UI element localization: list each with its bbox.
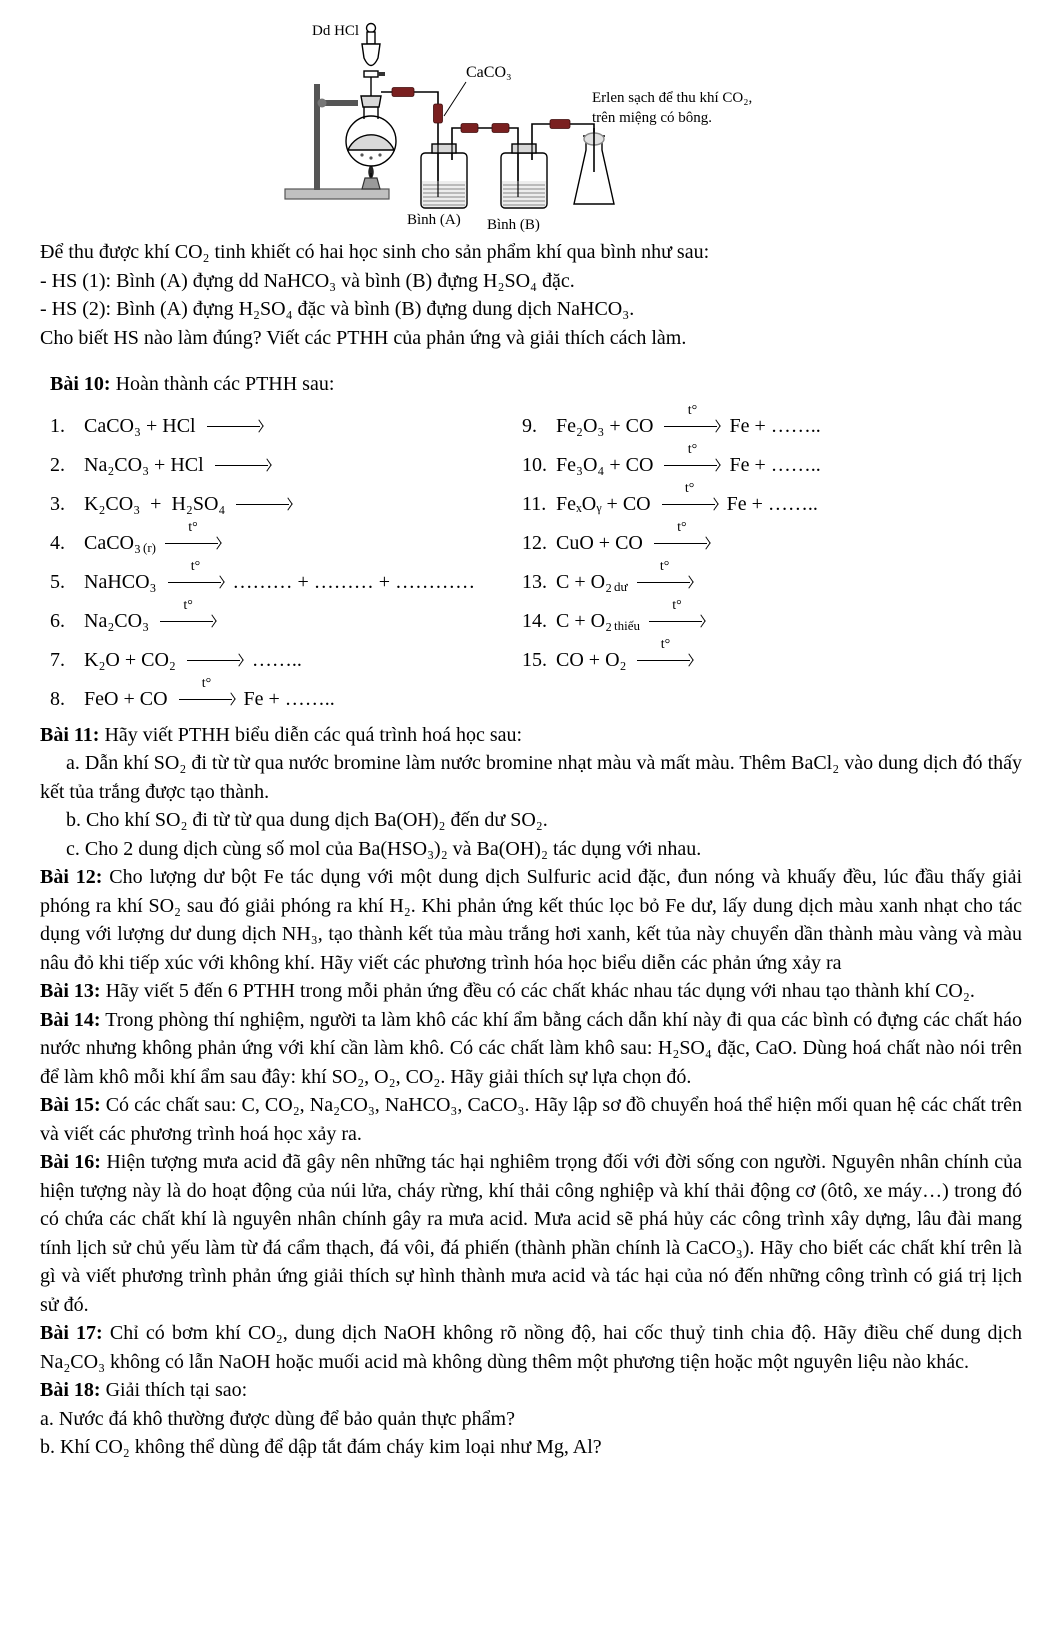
section-bai-16 [40, 1148, 1022, 1319]
arrow-head [696, 614, 705, 627]
equation-row-15 [512, 637, 1022, 680]
section-item-a: a. Nước đá khô thường được dùng để bảo quản thực phẩm? [40, 1407, 515, 1430]
eq-rhs: Fe + …….. [729, 414, 821, 437]
arrow-shaft [664, 465, 717, 466]
arrow-head [234, 653, 243, 666]
arrow-condition: t° [190, 559, 201, 574]
reaction-arrow [637, 559, 693, 591]
section-text: Hãy viết 5 đến 6 PTHH trong mỗi phản ứng đều có các chất khác nhau tác dụng với nhau tạo thành khí CO₂. [100, 980, 975, 1002]
eq-number: 9. [522, 414, 537, 437]
arrow-head [701, 536, 710, 549]
arrow-shaft [179, 699, 232, 700]
section-text: Có các chất sau: C, CO₂, Na₂CO₃, NaHCO₃, CaCO₃. Hãy lập sơ đồ chuyển hoá thể hiện mối quan hệ các chất trên và viết các phương trình hoá học xảy ra. [40, 1094, 1022, 1145]
equation-row-2 [40, 446, 512, 485]
equation-row-10 [512, 442, 1022, 485]
reaction-arrow [662, 481, 718, 513]
eq-lhs: CuO + CO [556, 531, 643, 554]
eq-lhs: C + O₂ [556, 570, 613, 593]
intro-line-1: Để thu được khí CO₂ tinh khiết có hai học sinh cho sản phẩm khí qua bình như sau: [40, 241, 710, 263]
label-caco3: CaCO₃ [466, 64, 512, 81]
intro-block [0, 236, 1062, 352]
section-item-b: b. Cho khí SO₂ đi từ từ qua dung dịch Ba(OH)₂ đến dư SO₂. [66, 809, 548, 831]
arrow-head [215, 575, 224, 588]
eq-number: 3. [50, 492, 65, 515]
rubber-connectors [392, 88, 570, 133]
arrow-head [712, 419, 721, 432]
eq-number: 6. [50, 609, 65, 632]
arrow-shaft [187, 660, 240, 661]
arrow-condition: t° [188, 520, 198, 535]
section-bai-15 [40, 1091, 1022, 1148]
eq-number: 15. [522, 648, 547, 671]
equation-column-right [512, 403, 1022, 719]
section-label: Bài 12: [40, 866, 103, 888]
eq-number: 1. [50, 414, 65, 437]
eq-lhs: CaCO₃ + HCl [84, 414, 196, 437]
section-text: Chỉ có bơm khí CO₂, dung dịch NaOH không rõ nồng độ, hai cốc thuỷ tinh chia độ. Hãy điều chế dung dịch Na₂CO₃ không có lẫn NaOH hoặc muối acid mà không dùng thêm một phương tiện hoặc một nguyên liệu nào khác. [40, 1322, 1022, 1373]
section-text: Hãy viết PTHH biểu diễn các quá trình hoá học sau: [99, 723, 523, 746]
reaction-arrow [179, 676, 235, 708]
arrow-condition: t° [660, 637, 671, 652]
equation-row-3 [40, 485, 512, 524]
equation-row-8 [40, 676, 512, 719]
reaction-arrow [165, 520, 221, 552]
arrow-head [709, 497, 718, 510]
section-body [40, 1006, 1022, 1092]
reaction-arrow [664, 403, 720, 435]
equation-row-14 [512, 598, 1022, 641]
section-label: Bài 14: [40, 1008, 101, 1031]
equation-row-4 [40, 520, 512, 563]
equation-row-7 [40, 641, 512, 680]
eq-rhs: …….. [251, 648, 302, 671]
arrow-head [685, 653, 694, 666]
eq-subnote: (r) [142, 539, 156, 555]
arrow-condition: t° [201, 676, 212, 691]
section-body [40, 863, 1022, 977]
eq-lhs: Fe₂O₃ + CO [556, 414, 654, 437]
arrow-shaft [664, 426, 717, 427]
arrow-head [212, 536, 221, 549]
arrow-head [262, 458, 271, 471]
reaction-arrow [649, 598, 705, 630]
arrow-condition: t° [677, 520, 687, 535]
round-flask [346, 96, 396, 166]
reaction-arrow [160, 598, 216, 630]
equation-row-9 [512, 403, 1022, 446]
bai10-title-text: Hoàn thành các PTHH sau: [110, 373, 335, 395]
section-heading [40, 1376, 1022, 1405]
eq-lhs: NaHCO₃ [84, 570, 157, 593]
reaction-arrow [168, 559, 224, 591]
arrow-shaft [215, 465, 268, 466]
section-bai-11 [40, 721, 1022, 864]
apparatus-diagram [0, 0, 1062, 236]
section-bai-18 [40, 1376, 1022, 1462]
erlenmeyer-flask [574, 128, 614, 204]
eq-lhs: Na₂CO₃ [84, 609, 150, 632]
reaction-arrow [654, 520, 710, 552]
arrow-head [254, 419, 263, 432]
section-bai-17 [40, 1319, 1022, 1376]
arrow-shaft [637, 660, 690, 661]
eq-number: 14. [522, 609, 547, 632]
section-text: Giải thích tại sao: [100, 1379, 248, 1401]
label-erlen-note-line1: Erlen sạch để thu khí CO₂, [592, 90, 753, 106]
arrow-shaft [168, 582, 221, 583]
equation-row-5 [40, 559, 512, 602]
equation-grid [0, 403, 1062, 719]
eq-subnote: thiếu [614, 617, 641, 633]
arrow-condition: t° [659, 559, 670, 574]
section-item-b: b. Khí CO₂ không thể dùng để dập tắt đám cháy kim loại như Mg, Al? [40, 1436, 602, 1458]
eq-lhs: FeₓOᵧ + CO [556, 492, 651, 515]
label-binh-a: Bình (A) [407, 212, 461, 228]
eq-subnote: dư [614, 578, 628, 594]
intro-line-3: - HS (2): Bình (A) đựng H₂SO₄ đặc và bình (B) đựng dung dịch NaHCO₃. [40, 298, 635, 320]
eq-number: 10. [522, 453, 547, 476]
section-bai-13 [40, 977, 1022, 1006]
bai10-title [0, 370, 1062, 399]
arrow-head [207, 614, 216, 627]
eq-rhs: ……… + ……… + ………… [232, 570, 476, 593]
section-label: Bài 17: [40, 1322, 103, 1344]
gas-bottle-b [501, 144, 547, 208]
equation-row-6 [40, 598, 512, 641]
intro-line-2: - HS (1): Bình (A) đựng dd NaHCO₃ và bình (B) đựng H₂SO₄ đặc. [40, 269, 575, 292]
eq-rhs: Fe + …….. [726, 492, 818, 515]
arrow-head [226, 692, 235, 705]
arrow-shaft [160, 621, 213, 622]
section-text: Trong phòng thí nghiệm, người ta làm khô các khí ẩm bằng cách dẫn khí này đi qua các bình có đựng các chất háo nước nhưng không phản ứng với khí cần làm khô. Có các chất làm khô sau: H₂SO₄ đặc, CaO. Dùng hoá chất nào nói trên để làm khô mỗi khí ẩm sau đây: khí SO₂, O₂, CO₂. Hãy giải thích sự lựa chọn đó. [40, 1008, 1022, 1088]
eq-number: 12. [522, 531, 547, 554]
arrow-head [684, 575, 693, 588]
arrow-shaft [165, 543, 218, 544]
section-label: Bài 18: [40, 1379, 101, 1401]
section-body [40, 1091, 1022, 1148]
reaction-arrow [215, 456, 271, 474]
arrow-condition: t° [687, 442, 698, 457]
eq-lhs: CaCO₃ [84, 531, 141, 554]
burner [362, 164, 380, 189]
section-bai-12 [40, 863, 1022, 977]
section-text: Hiện tượng mưa acid đã gây nên những tác hại nghiêm trọng đối với đời sống con người. Nguyên nhân chính của hiện tượng này là do hoạt động của núi lửa, cháy rừng, khí thải công nghiệp và khí thải động cơ (ôtô, xe máy…) trong đó có chứa các chất khí là nguyên nhân chính gây ra mưa acid. Mưa acid sẽ phá hủy các công trình xây dựng, lâu đài mang tính lịch sử chủ yếu làm từ đá cẩm thạch, đá vôi, đá phiến (thành phần chính là CaCO₃). Hãy cho biết các chất khí trên là gì và viết phương trình phản ứng giải thích sự hình thành mưa acid và tác hại của nó đến những công trình có giá trị lịch sử đó. [40, 1151, 1022, 1316]
section-label: Bài 11: [40, 723, 100, 746]
section-text: Cho lượng dư bột Fe tác dụng với một dung dịch Sulfuric acid đặc, đun nóng và khuấy đều, lúc đầu thấy giải phóng ra khí SO₂ sau đó giải phóng ra khí H₂. Khi phản ứng kết thúc lọc bỏ Fe dư, lấy dung dịch màu xanh nhạt cho tác dụng với lượng dư dung dịch NH₃, tạo thành kết tủa màu trắng hơi xanh, kết tủa này chuyển dần thành màu vàng và màu nâu đỏ khi tiếp xúc với không khí. Hãy viết các phương trình hóa học biểu diễn các phản ứng xảy ra [40, 866, 1023, 974]
apparatus-drawing [0, 0, 1062, 236]
eq-lhs: Fe₃O₄ + CO [556, 453, 654, 476]
gas-bottle-a [421, 144, 467, 208]
equation-column-left [40, 407, 512, 719]
section-label: Bài 13: [40, 980, 101, 1002]
section-body [40, 1148, 1022, 1319]
arrow-shaft [662, 504, 715, 505]
label-dd-hcl: Dd HCl [312, 23, 360, 39]
section-heading [40, 721, 1022, 750]
equation-row-11 [512, 481, 1022, 524]
eq-lhs: FeO + CO [84, 687, 168, 710]
tubing [381, 82, 594, 197]
equation-row-12 [512, 520, 1022, 563]
section-item-c: c. Cho 2 dung dịch cùng số mol của Ba(HSO₃)₂ và Ba(OH)₂ tác dụng với nhau. [66, 837, 702, 860]
section-body [40, 977, 1022, 1006]
arrow-shaft [637, 582, 690, 583]
eq-number: 8. [50, 687, 65, 710]
section-label: Bài 16: [40, 1151, 101, 1173]
reaction-arrow [187, 651, 243, 669]
section-bai-14 [40, 1006, 1022, 1092]
equation-row-1 [40, 407, 512, 446]
eq-number: 5. [50, 570, 65, 593]
section-item-a: a. Dẫn khí SO₂ đi từ từ qua nước bromine làm nước bromine nhạt màu và mất màu. Thêm BaCl₂ vào dung dịch đó thấy kết tủa trắng được tạo thành. [40, 752, 1022, 803]
eq-number: 4. [50, 531, 65, 554]
eq-lhs: CO + O₂ [556, 648, 627, 671]
reaction-arrow [664, 442, 720, 474]
arrow-condition: t° [684, 481, 695, 496]
eq-lhs: K₂O + CO₂ [84, 648, 176, 671]
reaction-arrow [236, 495, 292, 513]
section-label: Bài 15: [40, 1094, 101, 1116]
reaction-arrow [637, 637, 693, 669]
intro-line-4: Cho biết HS nào làm đúng? Viết các PTHH của phản ứng và giải thích cách làm. [40, 326, 687, 349]
arrow-condition: t° [672, 598, 682, 613]
arrow-shaft [207, 426, 260, 427]
dropping-funnel [362, 24, 385, 98]
equation-row-13 [512, 559, 1022, 602]
arrow-condition: t° [687, 403, 698, 418]
arrow-head [284, 497, 293, 510]
eq-lhs: Na₂CO₃ + HCl [84, 453, 204, 476]
eq-number: 2. [50, 453, 65, 476]
arrow-shaft [654, 543, 707, 544]
eq-lhs: C + O₂ [556, 609, 613, 632]
reaction-arrow [207, 417, 263, 435]
arrow-head [712, 458, 721, 471]
eq-number: 13. [522, 570, 547, 593]
eq-lhs: K₂CO₃ + H₂SO₄ [84, 492, 226, 515]
label-binh-b: Bình (B) [487, 217, 540, 233]
eq-number: 7. [50, 648, 65, 671]
arrow-condition: t° [183, 598, 193, 613]
label-erlen-note-line2: trên miệng có bông. [592, 110, 712, 126]
arrow-shaft [236, 504, 289, 505]
arrow-shaft [649, 621, 702, 622]
eq-number: 11. [522, 492, 547, 515]
bai10-label: Bài 10: [50, 373, 111, 395]
exercise-sections [0, 719, 1062, 1482]
section-body [40, 1319, 1022, 1376]
eq-rhs: Fe + …….. [243, 687, 335, 710]
eq-rhs: Fe + …….. [729, 453, 821, 476]
